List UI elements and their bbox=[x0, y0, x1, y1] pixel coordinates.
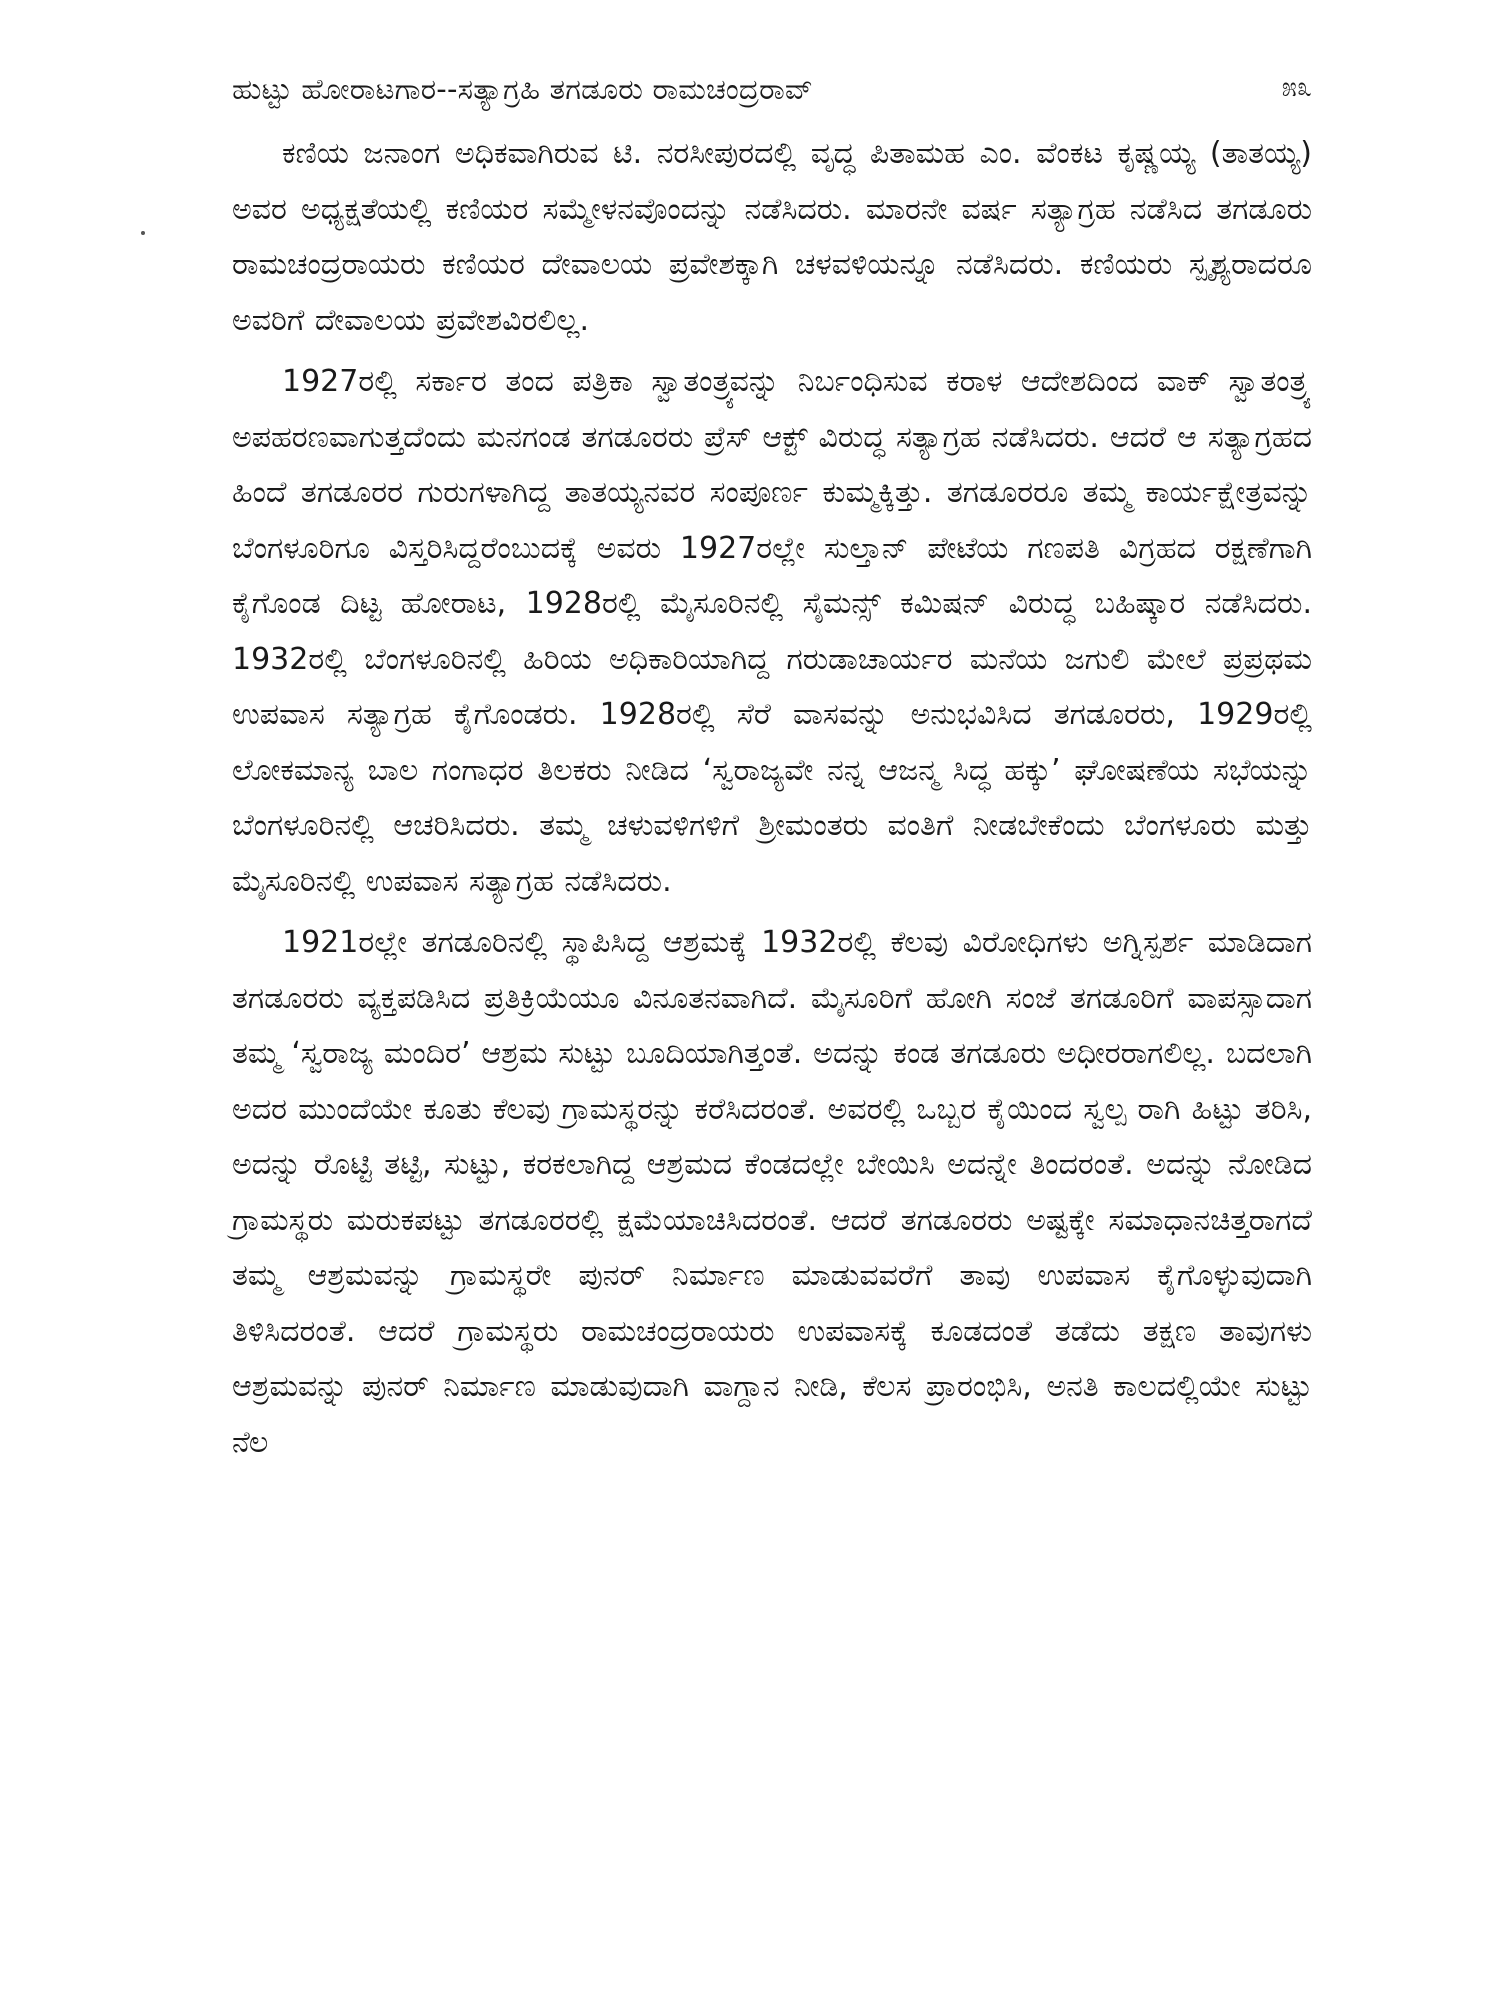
scan-speck bbox=[141, 231, 145, 235]
running-header bbox=[232, 72, 1312, 116]
body-text bbox=[232, 126, 1312, 1470]
paragraph: ಕಣಿಯ ಜನಾಂಗ ಅಧಿಕವಾಗಿರುವ ಟಿ. ನರಸೀಪುರದಲ್ಲಿ ವೃದ್ಧ ಪಿತಾಮಹ ಎಂ. ವೆಂಕಟ ಕೃಷ್ಣಯ್ಯ (ತಾತಯ್ಯ) ಅವರ ಅಧ್ಯಕ್ಷತೆಯಲ್ಲಿ ಕಣಿಯರ ಸಮ್ಮೇಳನವೊಂದನ್ನು ನಡೆಸಿದರು. ಮಾರನೇ ವರ್ಷ ಸತ್ಯಾಗ್ರಹ ನಡೆಸಿದ ತಗಡೂರು ರಾಮಚಂದ್ರರಾಯರು ಕಣಿಯರ ದೇವಾಲಯ ಪ್ರವೇಶಕ್ಕಾಗಿ ಚಳವಳಿಯನ್ನೂ ನಡೆಸಿದರು. ಕಣಿಯರು ಸ್ಪೃಶ್ಯರಾದರೂ ಅವರಿಗೆ ದೇವಾಲಯ ಪ್ರವೇಶವಿರಲಿಲ್ಲ. bbox=[232, 136, 1312, 338]
running-title: ಹುಟ್ಟು ಹೋರಾಟಗಾರ--ಸತ್ಯಾಗ್ರಹಿ ತಗಡೂರು ರಾಮಚಂದ್ರರಾವ್ bbox=[232, 72, 814, 106]
paragraph: 1927ರಲ್ಲಿ ಸರ್ಕಾರ ತಂದ ಪತ್ರಿಕಾ ಸ್ವಾತಂತ್ರ್ಯವನ್ನು ನಿರ್ಬಂಧಿಸುವ ಕರಾಳ ಆದೇಶದಿಂದ ವಾಕ್ ಸ್ವಾತಂತ್ರ್ಯ ಅಪಹರಣವಾಗುತ್ತದೆಂದು ಮನಗಂಡ ತಗಡೂರರು ಪ್ರೆಸ್ ಆಕ್ಟ್ ವಿರುದ್ಧ ಸತ್ಯಾಗ್ರಹ ನಡೆಸಿದರು. ಆದರೆ ಆ ಸತ್ಯಾಗ್ರಹದ ಹಿಂದೆ ತಗಡೂರರ ಗುರುಗಳಾಗಿದ್ದ ತಾತಯ್ಯನವರ ಸಂಪೂರ್ಣ ಕುಮ್ಮಕ್ಕಿತ್ತು. ತಗಡೂರರೂ ತಮ್ಮ ಕಾರ್ಯಕ್ಷೇತ್ರವನ್ನು ಬೆಂಗಳೂರಿಗೂ ವಿಸ್ತರಿಸಿದ್ದರೆಂಬುದಕ್ಕೆ ಅವರು 1927ರಲ್ಲೇ ಸುಲ್ತಾನ್ ಪೇಟೆಯ ಗಣಪತಿ ವಿಗ್ರಹದ ರಕ್ಷಣೆಗಾಗಿ ಕೈಗೊಂಡ ದಿಟ್ಟ ಹೋರಾಟ, 1928ರಲ್ಲಿ ಮೈಸೂರಿನಲ್ಲಿ ಸೈಮನ್ಸ್ ಕಮಿಷನ್ ವಿರುದ್ಧ ಬಹಿಷ್ಕಾರ ನಡೆಸಿದರು. 1932ರಲ್ಲಿ ಬೆಂಗಳೂರಿನಲ್ಲಿ ಹಿರಿಯ ಅಧಿಕಾರಿಯಾಗಿದ್ದ ಗರುಡಾಚಾರ್ಯರ ಮನೆಯ ಜಗುಲಿ ಮೇಲೆ ಪ್ರಪ್ರಥಮ ಉಪವಾಸ ಸತ್ಯಾಗ್ರಹ ಕೈಗೊಂಡರು. 1928ರಲ್ಲಿ ಸೆರೆ ವಾಸವನ್ನು ಅನುಭವಿಸಿದ ತಗಡೂರರು, 1929ರಲ್ಲಿ ಲೋಕಮಾನ್ಯ ಬಾಲ ಗಂಗಾಧರ ತಿಲಕರು ನೀಡಿದ ‘ಸ್ವರಾಜ್ಯವೇ ನನ್ನ ಆಜನ್ಮ ಸಿದ್ಧ ಹಕ್ಕು’ ಘೋಷಣೆಯ ಸಭೆಯನ್ನು ಬೆಂಗಳೂರಿನಲ್ಲಿ ಆಚರಿಸಿದರು. ತಮ್ಮ ಚಳುವಳಿಗಳಿಗೆ ಶ್ರೀಮಂತರು ವಂತಿಗೆ ನೀಡಬೇಕೆಂದು ಬೆಂಗಳೂರು ಮತ್ತು ಮೈಸೂರಿನಲ್ಲಿ ಉಪವಾಸ ಸತ್ಯಾಗ್ರಹ ನಡೆಸಿದರು. bbox=[232, 364, 1312, 899]
paragraph: 1921ರಲ್ಲೇ ತಗಡೂರಿನಲ್ಲಿ ಸ್ಥಾಪಿಸಿದ್ದ ಆಶ್ರಮಕ್ಕೆ 1932ರಲ್ಲಿ ಕೆಲವು ವಿರೋಧಿಗಳು ಅಗ್ನಿಸ್ಪರ್ಶ ಮಾಡಿದಾಗ ತಗಡೂರರು ವ್ಯಕ್ತಪಡಿಸಿದ ಪ್ರತಿಕ್ರಿಯೆಯೂ ವಿನೂತನವಾಗಿದೆ. ಮೈಸೂರಿಗೆ ಹೋಗಿ ಸಂಜೆ ತಗಡೂರಿಗೆ ವಾಪಸ್ಸಾದಾಗ ತಮ್ಮ ‘ಸ್ವರಾಜ್ಯ ಮಂದಿರ’ ಆಶ್ರಮ ಸುಟ್ಟು ಬೂದಿಯಾಗಿತ್ತಂತೆ. ಅದನ್ನು ಕಂಡ ತಗಡೂರು ಅಧೀರರಾಗಲಿಲ್ಲ. ಬದಲಾಗಿ ಅದರ ಮುಂದೆಯೇ ಕೂತು ಕೆಲವು ಗ್ರಾಮಸ್ಥರನ್ನು ಕರೆಸಿದರಂತೆ. ಅವರಲ್ಲಿ ಒಬ್ಬರ ಕೈಯಿಂದ ಸ್ವಲ್ಪ ರಾಗಿ ಹಿಟ್ಟು ತರಿಸಿ, ಅದನ್ನು ರೊಟ್ಟಿ ತಟ್ಟಿ, ಸುಟ್ಟು, ಕರಕಲಾಗಿದ್ದ ಆಶ್ರಮದ ಕೆಂಡದಲ್ಲೇ ಬೇಯಿಸಿ ಅದನ್ನೇ ತಿಂದರಂತೆ. ಅದನ್ನು ನೋಡಿದ ಗ್ರಾಮಸ್ಥರು ಮರುಕಪಟ್ಟು ತಗಡೂರರಲ್ಲಿ ಕ್ಷಮೆಯಾಚಿಸಿದರಂತೆ. ಆದರೆ ತಗಡೂರರು ಅಷ್ಟಕ್ಕೇ ಸಮಾಧಾನಚಿತ್ತರಾಗದೆ ತಮ್ಮ ಆಶ್ರಮವನ್ನು ಗ್ರಾಮಸ್ಥರೇ ಪುನರ್ ನಿರ್ಮಾಣ ಮಾಡುವವರೆಗೆ ತಾವು ಉಪವಾಸ ಕೈಗೊಳ್ಳುವುದಾಗಿ ತಿಳಿಸಿದರಂತೆ. ಆದರೆ ಗ್ರಾಮಸ್ಥರು ರಾಮಚಂದ್ರರಾಯರು ಉಪವಾಸಕ್ಕೆ ಕೂಡದಂತೆ ತಡೆದು ತಕ್ಷಣ ತಾವುಗಳು ಆಶ್ರಮವನ್ನು ಪುನರ್ ನಿರ್ಮಾಣ ಮಾಡುವುದಾಗಿ ವಾಗ್ದಾನ ನೀಡಿ, ಕೆಲಸ ಪ್ರಾರಂಭಿಸಿ, ಅನತಿ ಕಾಲದಲ್ಲಿಯೇ ಸುಟ್ಟು ನೆಲ bbox=[232, 925, 1312, 1460]
page-number: ೫೩ bbox=[1281, 72, 1312, 103]
